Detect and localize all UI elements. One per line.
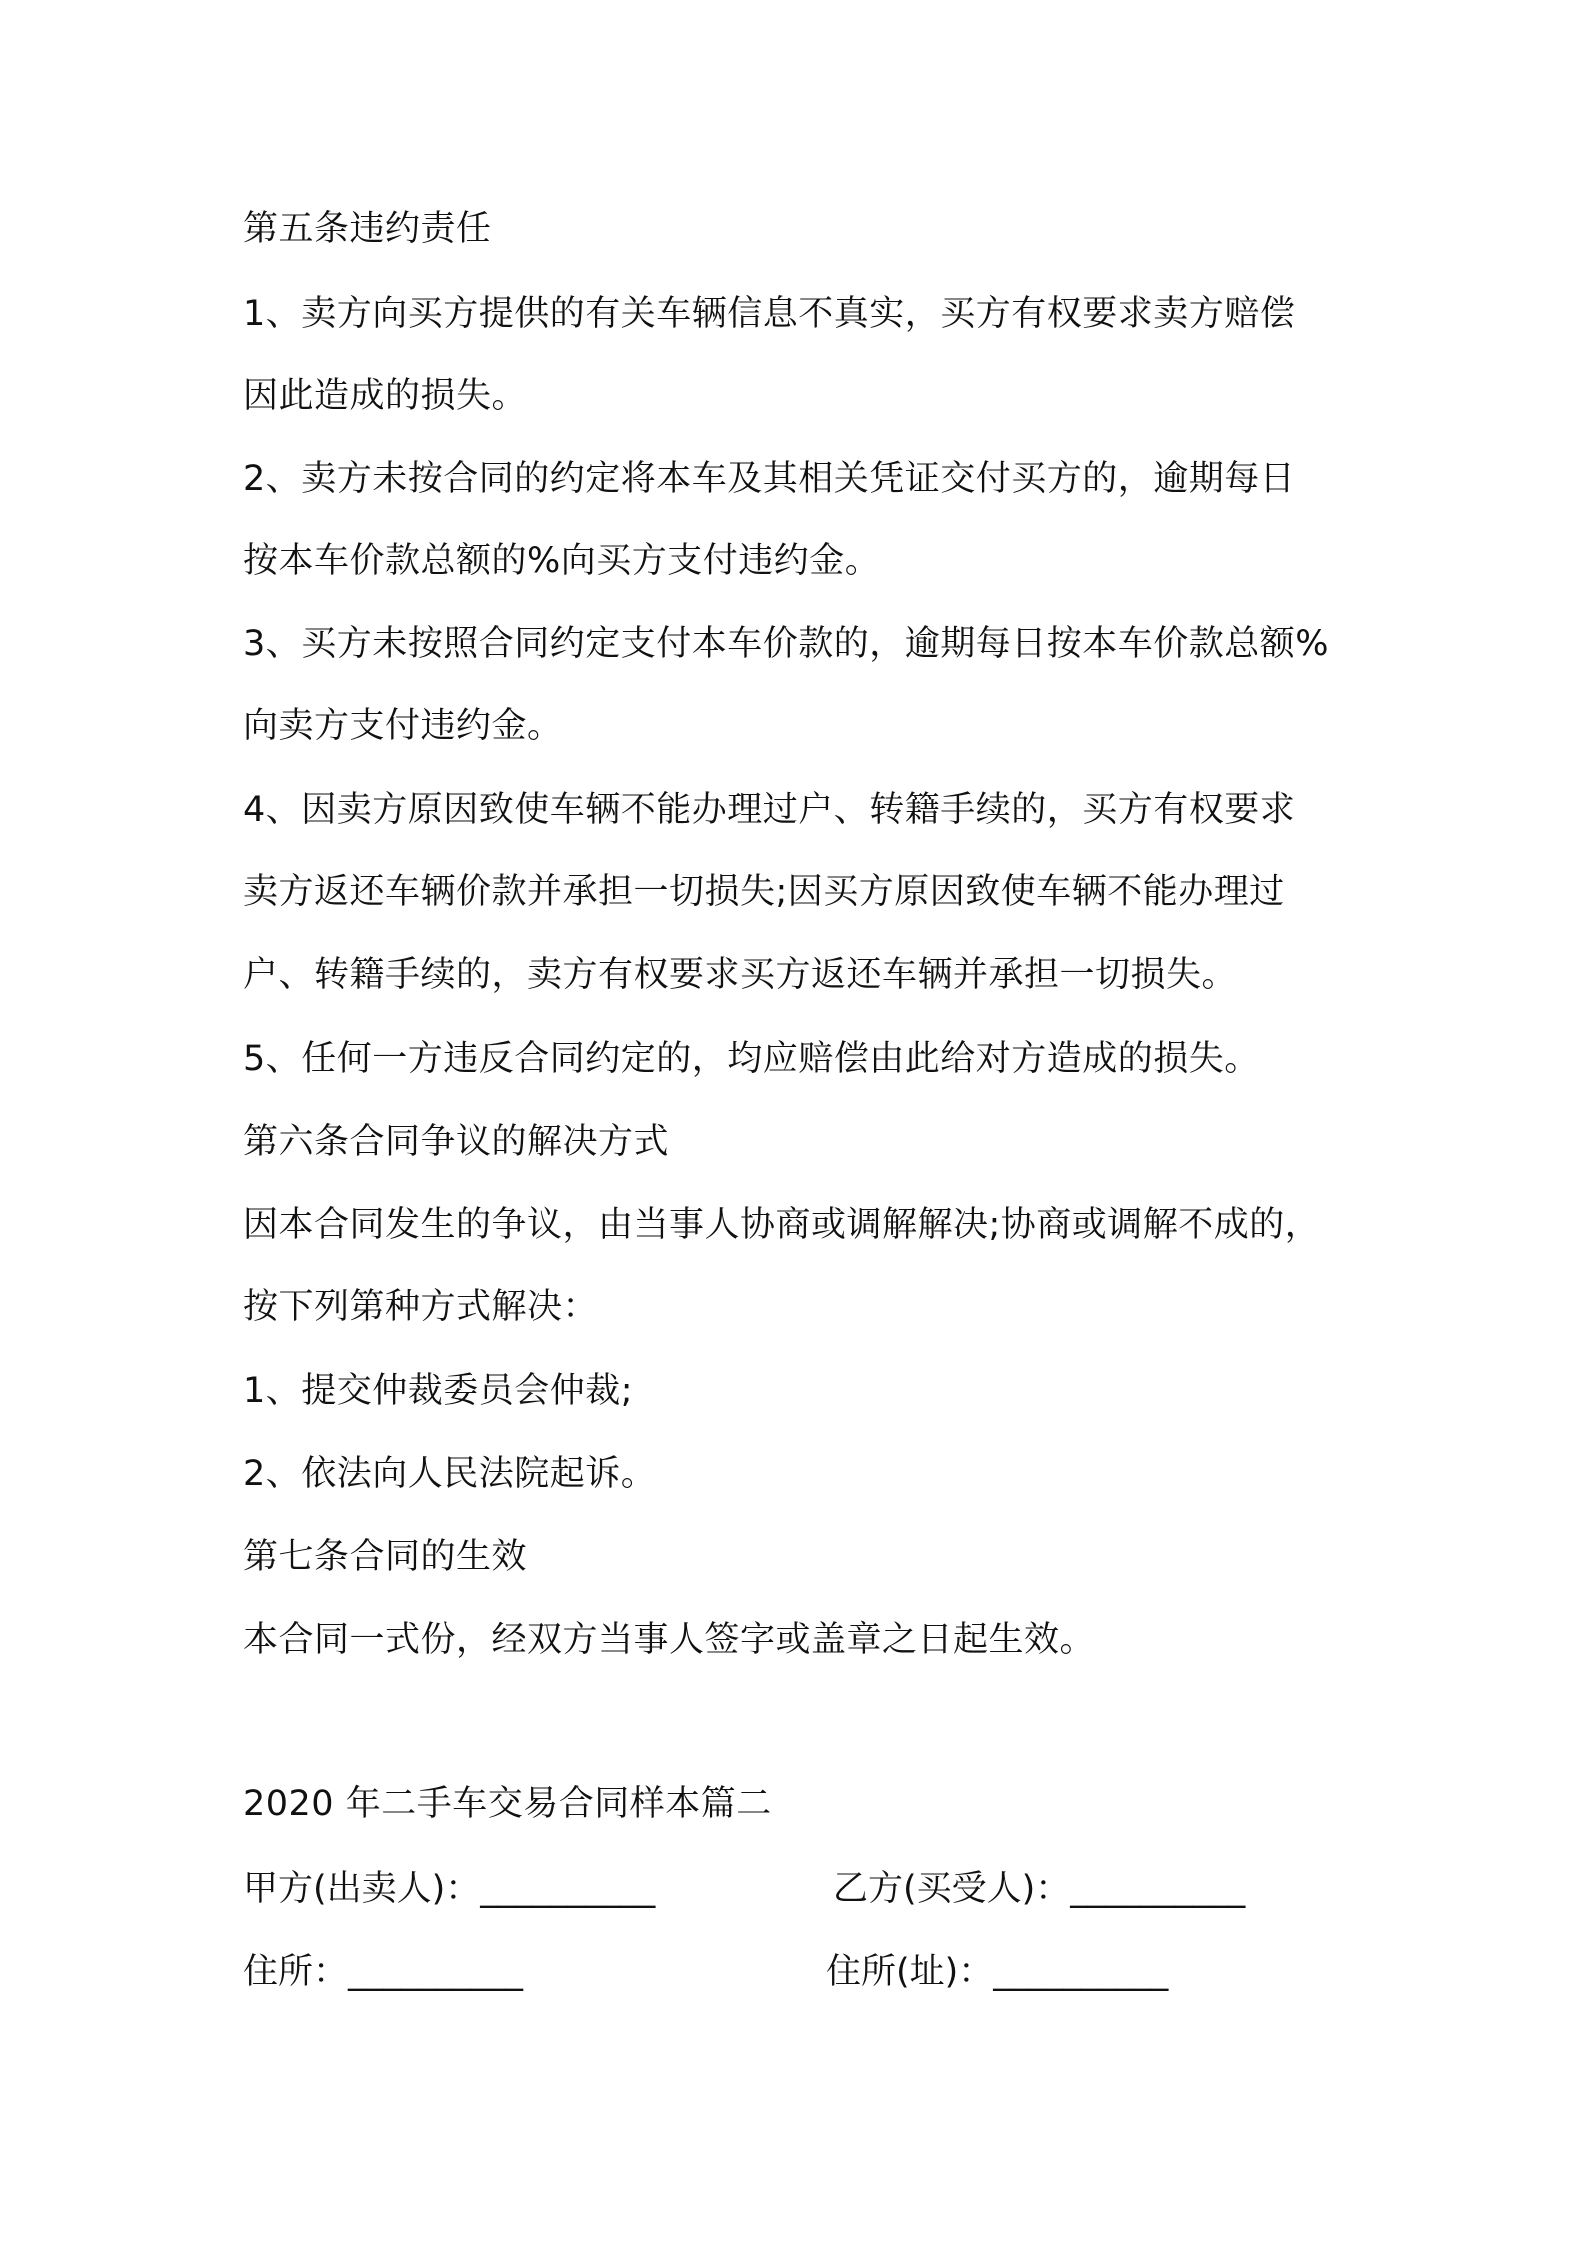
- paragraph-line: 2、卖方未按合同的约定将本车及其相关凭证交付买方的，逾期每日: [243, 459, 1296, 499]
- document-title-part-two: 2020 年二手车交易合同样本篇二: [243, 1784, 772, 1824]
- paragraph-line: 按下列第种方式解决：: [243, 1287, 599, 1327]
- section-heading-breach-liability: 第五条违约责任: [243, 209, 492, 249]
- paragraph-line: 2、依法向人民法院起诉。: [243, 1454, 657, 1494]
- section-heading-dispute-resolution: 第六条合同争议的解决方式: [243, 1122, 670, 1162]
- section-heading-effectiveness: 第七条合同的生效: [243, 1537, 528, 1577]
- paragraph-line: 1、提交仲裁委员会仲裁;: [243, 1371, 634, 1411]
- address-a-field: 住所：__________: [243, 1952, 524, 1992]
- party-b-field: 乙方(买受人)：__________: [833, 1869, 1246, 1909]
- party-a-field: 甲方(出卖人)：__________: [243, 1869, 656, 1909]
- paragraph-line: 本合同一式份，经双方当事人签字或盖章之日起生效。: [243, 1620, 1096, 1660]
- paragraph-line: 向卖方支付违约金。: [243, 706, 563, 746]
- paragraph-line: 因本合同发生的争议，由当事人协商或调解解决;协商或调解不成的，: [243, 1205, 1321, 1245]
- paragraph-line: 户、转籍手续的，卖方有权要求买方返还车辆并承担一切损失。: [243, 955, 1238, 995]
- address-b-field: 住所(址)：__________: [826, 1952, 1169, 1992]
- paragraph-line: 1、卖方向买方提供的有关车辆信息不真实，买方有权要求卖方赔偿: [243, 294, 1296, 334]
- paragraph-line: 因此造成的损失。: [243, 376, 528, 416]
- paragraph-line: 4、因卖方原因致使车辆不能办理过户、转籍手续的，买方有权要求: [243, 790, 1296, 830]
- paragraph-line: 3、买方未按照合同约定支付本车价款的，逾期每日按本车价款总额%: [243, 624, 1330, 664]
- paragraph-line: 按本车价款总额的%向买方支付违约金。: [243, 541, 881, 581]
- paragraph-line: 5、任何一方违反合同约定的，均应赔偿由此给对方造成的损失。: [243, 1039, 1260, 1079]
- paragraph-line: 卖方返还车辆价款并承担一切损失;因买方原因致使车辆不能办理过: [243, 872, 1285, 912]
